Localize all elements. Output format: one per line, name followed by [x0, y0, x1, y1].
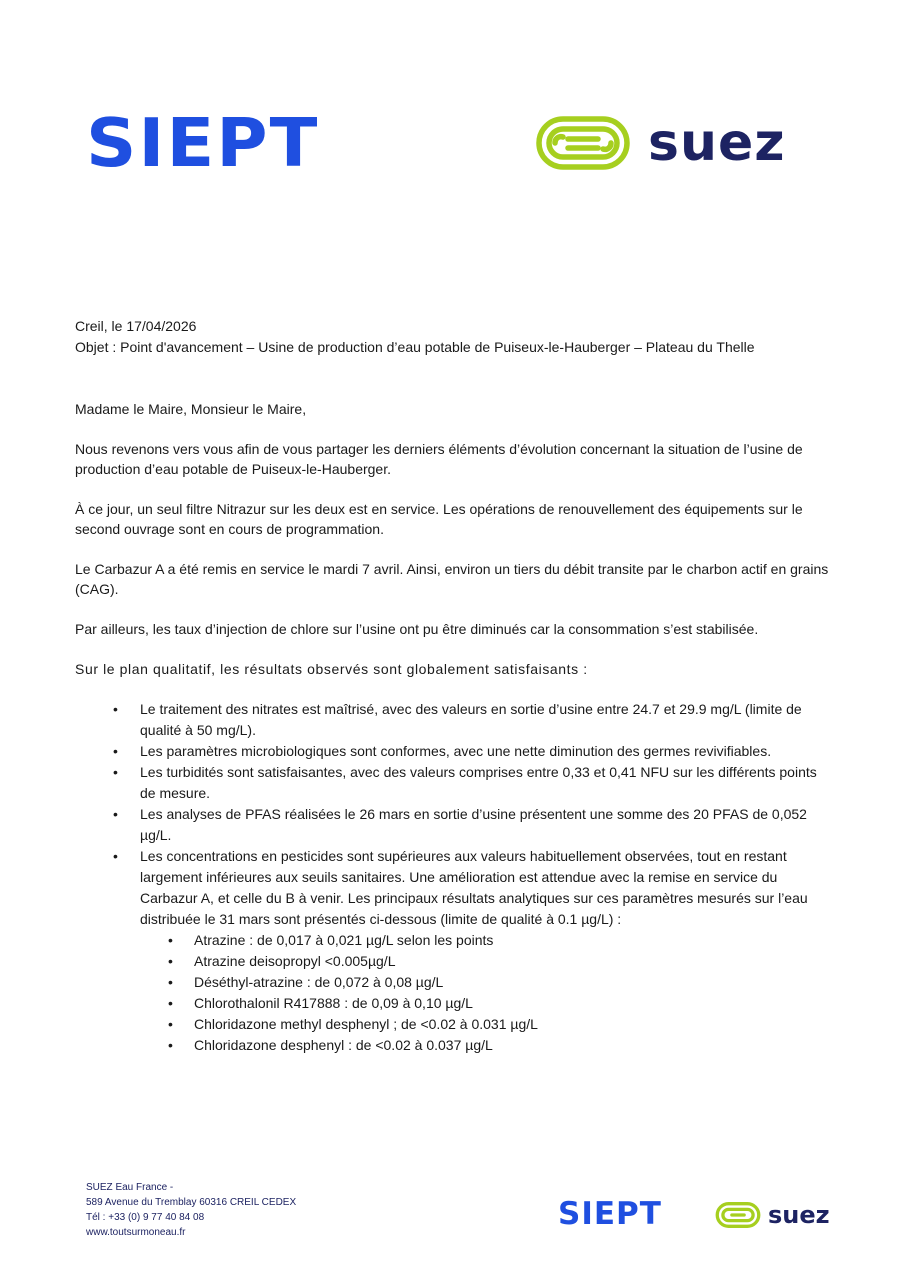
footer-website: www.toutsurmoneau.fr: [86, 1227, 186, 1238]
letter-body: [75, 399, 835, 1056]
pesticide-item: • Chloridazone desphenyl : de <0.02 à 0.037 µg/L: [140, 1035, 835, 1056]
paragraph-intro: Nous revenons vers vous afin de vous partager les derniers éléments d’évolution concernant la situation de l’usine de production d’eau potable de Puiseux-le-Hauberger.: [75, 441, 803, 477]
paragraph-nitrazur: À ce jour, un seul filtre Nitrazur sur les deux est en service. Les opérations de renouvellement des équipements sur le second ouvrage sont en cours de programmation.: [75, 501, 803, 537]
salutation: Madame le Maire, Monsieur le Maire,: [75, 401, 307, 417]
footer-phone: Tél : +33 (0) 9 77 40 84 08: [86, 1212, 205, 1223]
footer-company: SUEZ Eau France -: [86, 1182, 174, 1193]
list-item: • Les analyses de PFAS réalisées le 26 mars en sortie d’usine présentent une somme des 20 PFAS de 0,052 µg/L.: [75, 804, 835, 846]
suez-logo: [530, 110, 786, 176]
pesticide-item: • Atrazine deisopropyl <0.005µg/L: [140, 951, 835, 972]
results-list: [75, 699, 835, 1056]
suez-logo-text: suez: [648, 113, 786, 173]
suez-logo-footer-text: suez: [768, 1201, 830, 1229]
paragraph-carbazur: Le Carbazur A a été remis en service le mardi 7 avril. Ainsi, environ un tiers du débit transite par le charbon actif en grains (CAG).: [75, 561, 829, 597]
pesticides-text: Les concentrations en pesticides sont supérieures aux valeurs habituellement observées, tout en restant largement inférieures aux seuils sanitaires. Une amélioration est attendue avec la remise en service du Carbazur A, et celle du B à venir. Les principaux résultats analytiques sur ces paramètres mesurés sur l’eau distribuée le 31 mars sont présentés ci-dessous (limite de qualité à 0.1 µg/L) :: [140, 848, 808, 927]
qualitative-intro: Sur le plan qualitatif, les résultats observés sont globalement satisfaisants :: [75, 661, 588, 677]
siept-logo-footer: [558, 1196, 662, 1232]
siept-logo: [86, 104, 320, 182]
pesticide-item: • Déséthyl-atrazine : de 0,072 à 0,08 µg/L: [140, 972, 835, 993]
footer-address: [86, 1180, 296, 1240]
pesticide-item: • Chloridazone methyl desphenyl ; de <0.02 à 0.031 µg/L: [140, 1014, 835, 1035]
list-item: • Le traitement des nitrates est maîtrisé, avec des valeurs en sortie d’usine entre 24.7 et 29.9 mg/L (limite de qualité à 50 mg/L).: [75, 699, 835, 741]
siept-logo-text: SIEPT: [86, 104, 320, 182]
footer-street: 589 Avenue du Tremblay 60316 CREIL CEDEX: [86, 1197, 297, 1208]
letter-header: [75, 316, 755, 358]
paragraph-chlore: Par ailleurs, les taux d’injection de chlore sur l’usine ont pu être diminués car la consommation s’est stabilisée.: [75, 621, 759, 637]
pesticides-list: [140, 930, 835, 1056]
siept-logo-footer-text: SIEPT: [558, 1196, 662, 1232]
list-item: • Les paramètres microbiologiques sont conformes, avec une nette diminution des germes revivifiables.: [75, 741, 835, 762]
suez-logo-footer: [713, 1199, 830, 1231]
pesticide-item: • Atrazine : de 0,017 à 0,021 µg/L selon les points: [140, 930, 835, 951]
suez-swirl-footer-icon: [713, 1199, 763, 1231]
pesticide-item: • Chlorothalonil R417888 : de 0,09 à 0,10 µg/L: [140, 993, 835, 1014]
list-item: • Les turbidités sont satisfaisantes, avec des valeurs comprises entre 0,33 et 0,41 NFU sur les différents points de mesure.: [75, 762, 835, 804]
subject-line: Objet : Point d'avancement – Usine de production d’eau potable de Puiseux-le-Hauberger – Plateau du Thelle: [75, 339, 755, 355]
place-date: Creil, le 17/04/2026: [75, 318, 197, 334]
list-item-pesticides: [75, 846, 835, 1056]
suez-swirl-icon: [530, 110, 636, 176]
